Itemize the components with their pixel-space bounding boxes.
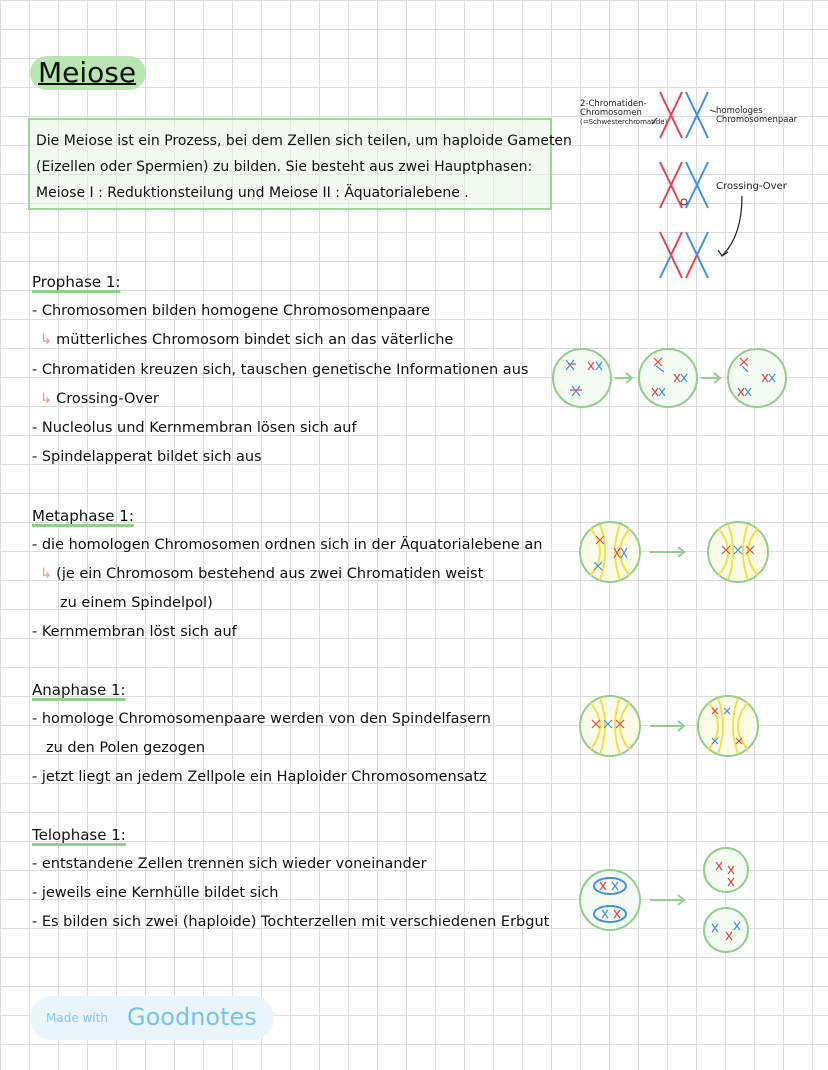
chromatids-label: 2-Chromatiden- Chromosomen (=Schwesterchromatide) (580, 99, 668, 126)
prophase-line: - Spindelapperat bildet sich aus (32, 449, 262, 465)
prophase-line: - Chromatiden kreuzen sich, tauschen genetische Informationen aus (32, 362, 529, 378)
metaphase-line: zu einem Spindelpol) (60, 595, 213, 611)
return-arrow-icon: ↳ (40, 566, 53, 582)
recombined-pair-diagram (660, 232, 708, 278)
anaphase-line: - homologe Chromosomenpaare werden von den Spindelfasern (32, 711, 491, 727)
homologous-label: homologes Chromosomenpaar (716, 106, 798, 125)
prophase-line: - Nucleolus und Kernmembran lösen sich auf (32, 420, 357, 436)
prophase-line: - Chromosomen bilden homogene Chromosomenpaare (32, 303, 431, 319)
prophase-subline: ↳ mütterliches Chromosom bindet sich an das väterliche (40, 332, 454, 348)
prophase-title: Prophase 1: (32, 273, 121, 291)
metaphase-title: Metaphase 1: (32, 507, 134, 525)
made-with-goodnotes-badge[interactable] (30, 996, 274, 1040)
crossing-over-pair-diagram (660, 162, 708, 208)
metaphase-line: - Kernmembran löst sich auf (32, 624, 237, 640)
page-title: Meiose (30, 56, 146, 90)
crossing-over-label: Crossing-Over (716, 181, 787, 192)
anaphase-line: zu den Polen gezogen (46, 740, 206, 756)
crossing-over-arrow (722, 196, 742, 256)
anaphase-line: - jetzt liegt an jedem Zellpole ein Haploider Chromosomensatz (32, 769, 487, 785)
intro-line: (Eizellen oder Spermien) zu bilden. Sie besteht aus zwei Hauptphasen: (36, 159, 533, 175)
made-with-text: Made with (46, 1011, 108, 1025)
metaphase-cells (580, 522, 768, 582)
return-arrow-icon: ↳ (40, 332, 53, 348)
anaphase-cells (580, 696, 758, 756)
telophase-title: Telophase 1: (32, 826, 126, 844)
goodnotes-logo: Goodnotes (127, 1003, 257, 1031)
homologous-pair-diagram (652, 92, 716, 138)
return-arrow-icon: ↳ (40, 391, 53, 407)
telophase-line: - jeweils eine Kernhülle bildet sich (32, 885, 279, 901)
telophase-line: - Es bilden sich zwei (haploide) Tochterzellen mit verschiedenen Erbgut (32, 914, 550, 930)
prophase-subline: ↳ Crossing-Over (40, 391, 159, 407)
intro-line: Meiose I : Reduktionsteilung und Meiose II : Äquatorialebene . (36, 185, 469, 201)
anaphase-title: Anaphase 1: (32, 681, 126, 699)
intro-line: Die Meiose ist ein Prozess, bei dem Zellen sich teilen, um haploide Gameten (36, 133, 572, 149)
prophase-cells (553, 349, 786, 407)
metaphase-subline: ↳ (je ein Chromosom bestehend aus zwei Chromatiden weist (40, 566, 484, 582)
telophase-line: - entstandene Zellen trennen sich wieder voneinander (32, 856, 427, 872)
metaphase-line: - die homologen Chromosomen ordnen sich in der Äquatorialebene an (32, 537, 543, 553)
telophase-cells (580, 848, 748, 952)
